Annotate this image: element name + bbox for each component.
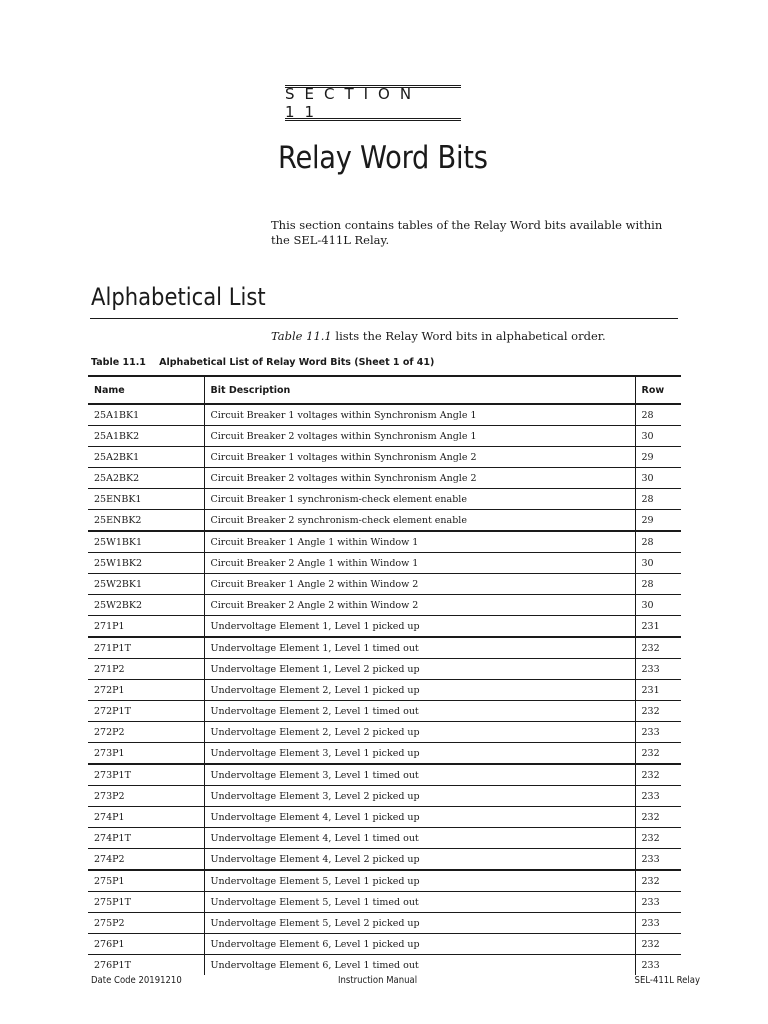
cell-row: 233	[635, 786, 681, 807]
cell-bit-description: Undervoltage Element 6, Level 1 picked up	[204, 934, 635, 955]
cell-name: 25W2BK2	[88, 595, 204, 616]
column-header-name: Name	[88, 376, 204, 404]
footer-product-name: SEL-411L Relay	[634, 975, 700, 986]
cell-bit-description: Undervoltage Element 6, Level 1 timed out	[204, 955, 635, 976]
table-row	[88, 574, 681, 595]
cell-row: 232	[635, 701, 681, 722]
cell-bit-description: Undervoltage Element 2, Level 1 picked up	[204, 680, 635, 701]
cell-row: 232	[635, 870, 681, 892]
cell-bit-description: Circuit Breaker 2 synchronism-check element enable	[204, 510, 635, 532]
cell-row: 28	[635, 531, 681, 553]
table-row	[88, 828, 681, 849]
table-row	[88, 404, 681, 426]
table-lead-text: lists the Relay Word bits in alphabetical order.	[331, 329, 606, 343]
cell-row: 29	[635, 510, 681, 532]
cell-name: 274P1	[88, 807, 204, 828]
table-row	[88, 807, 681, 828]
cell-row: 232	[635, 764, 681, 786]
cell-name: 271P1T	[88, 637, 204, 659]
cell-row: 231	[635, 616, 681, 638]
cell-bit-description: Circuit Breaker 1 Angle 2 within Window 2	[204, 574, 635, 595]
table-row	[88, 764, 681, 786]
table-caption: Table 11.1 Alphabetical List of Relay Word Bits (Sheet 1 of 41)	[91, 357, 435, 368]
cell-name: 276P1T	[94, 959, 131, 971]
cell-row: 233	[635, 849, 681, 871]
cell-name: 25ENBK2	[88, 510, 204, 532]
cell-name: 275P2	[88, 913, 204, 934]
cell-name: 276P1	[88, 934, 204, 955]
table-row	[88, 680, 681, 701]
cell-bit-description: Circuit Breaker 2 voltages within Synchronism Angle 1	[204, 426, 635, 447]
cell-bit-description: Undervoltage Element 4, Level 2 picked up	[204, 849, 635, 871]
cell-bit-description: Undervoltage Element 2, Level 1 timed out	[204, 701, 635, 722]
cell-name: 272P2	[88, 722, 204, 743]
cell-bit-description: Undervoltage Element 4, Level 1 timed out	[204, 828, 635, 849]
cell-bit-description: Undervoltage Element 3, Level 1 timed out	[204, 764, 635, 786]
table-row	[88, 849, 681, 871]
cell-name: 25A1BK1	[88, 404, 204, 426]
column-header-row: Row	[635, 376, 681, 404]
table-row	[88, 722, 681, 743]
cell-name: 275P1	[88, 870, 204, 892]
table-body	[88, 404, 681, 975]
cell-row: 233	[635, 892, 681, 913]
footer-date-code: Date Code 20191210	[91, 975, 182, 986]
cell-row: 232	[635, 934, 681, 955]
cell-name: 25A2BK2	[88, 468, 204, 489]
cell-bit-description: Undervoltage Element 2, Level 2 picked up	[204, 722, 635, 743]
table-lead-paragraph	[271, 329, 606, 343]
table-row	[88, 659, 681, 680]
intro-paragraph: This section contains tables of the Relay Word bits available within the SEL-411L Relay.	[271, 218, 663, 247]
cell-row: 28	[635, 489, 681, 510]
cell-row: 30	[635, 426, 681, 447]
cell-row: 232	[635, 807, 681, 828]
cell-name: 271P2	[88, 659, 204, 680]
table-row	[88, 468, 681, 489]
cell-name: 25W1BK2	[88, 553, 204, 574]
cell-bit-description: Undervoltage Element 5, Level 1 timed out	[204, 892, 635, 913]
cell-bit-description: Circuit Breaker 1 synchronism-check element enable	[204, 489, 635, 510]
cell-bit-description: Undervoltage Element 3, Level 2 picked up	[204, 786, 635, 807]
footer-manual-type: Instruction Manual	[338, 975, 418, 986]
cell-row: 233	[635, 955, 681, 976]
cell-name: 25A1BK2	[88, 426, 204, 447]
relay-word-bits-table	[88, 375, 681, 975]
table-row	[88, 913, 681, 934]
cell-name: 272P1T	[88, 701, 204, 722]
table-row	[88, 637, 681, 659]
table-row	[88, 616, 681, 638]
table-reference-link[interactable]: Table 11.1	[271, 329, 332, 343]
cell-row: 30	[635, 595, 681, 616]
cell-row: 231	[635, 680, 681, 701]
cell-row: 232	[635, 828, 681, 849]
table-row	[88, 595, 681, 616]
cell-name: 25A2BK1	[88, 447, 204, 468]
alphabetical-list-heading: Alphabetical List	[91, 283, 266, 311]
section-banner	[285, 85, 461, 121]
cell-name: 274P2	[88, 849, 204, 871]
cell-row: 233	[635, 722, 681, 743]
cell-bit-description: Undervoltage Element 3, Level 1 picked up	[204, 743, 635, 765]
cell-bit-description: Undervoltage Element 1, Level 1 picked up	[204, 616, 635, 638]
cell-bit-description: Circuit Breaker 1 voltages within Synchronism Angle 1	[204, 404, 635, 426]
cell-row: 30	[635, 468, 681, 489]
table-row	[88, 426, 681, 447]
table-header-row	[88, 376, 681, 404]
table-row	[88, 531, 681, 553]
page-title: Relay Word Bits	[278, 140, 488, 176]
cell-name: 272P1	[88, 680, 204, 701]
cell-bit-description: Undervoltage Element 5, Level 2 picked up	[204, 913, 635, 934]
cell-bit-description: Circuit Breaker 1 voltages within Synchronism Angle 2	[204, 447, 635, 468]
cell-name: 273P1T	[88, 764, 204, 786]
cell-row: 29	[635, 447, 681, 468]
table-row	[88, 892, 681, 913]
table-row	[88, 955, 681, 976]
cell-name: 273P2	[88, 786, 204, 807]
cell-bit-description: Undervoltage Element 4, Level 1 picked up	[204, 807, 635, 828]
cell-bit-description: Undervoltage Element 5, Level 1 picked up	[204, 870, 635, 892]
cell-name: 25W2BK1	[88, 574, 204, 595]
table-row	[88, 489, 681, 510]
cell-row: 233	[635, 913, 681, 934]
cell-bit-description: Circuit Breaker 2 Angle 1 within Window 1	[204, 553, 635, 574]
cell-name: 25ENBK1	[88, 489, 204, 510]
cell-name: 275P1T	[88, 892, 204, 913]
cell-row: 28	[635, 404, 681, 426]
table-row	[88, 786, 681, 807]
table-row	[88, 870, 681, 892]
cell-name: 274P1T	[88, 828, 204, 849]
cell-row: 30	[635, 553, 681, 574]
table-row	[88, 743, 681, 765]
table-row	[88, 701, 681, 722]
table-row	[88, 553, 681, 574]
cell-bit-description: Circuit Breaker 2 voltages within Synchronism Angle 2	[204, 468, 635, 489]
table-row	[88, 934, 681, 955]
cell-row: 232	[635, 743, 681, 765]
cell-bit-description: Circuit Breaker 1 Angle 1 within Window 1	[204, 531, 635, 553]
column-header-bit-description: Bit Description	[204, 376, 635, 404]
section-label: SECTION 11	[285, 85, 422, 121]
cell-row: 28	[635, 574, 681, 595]
table-row	[88, 510, 681, 532]
cell-name: 25W1BK1	[88, 531, 204, 553]
cell-name: 271P1	[88, 616, 204, 638]
heading-rule	[90, 318, 678, 319]
cell-bit-description: Circuit Breaker 2 Angle 2 within Window 2	[204, 595, 635, 616]
table-row	[88, 447, 681, 468]
cell-bit-description: Undervoltage Element 1, Level 2 picked up	[204, 659, 635, 680]
cell-row: 232	[635, 637, 681, 659]
cell-name: 273P1	[88, 743, 204, 765]
cell-row: 233	[635, 659, 681, 680]
cell-bit-description: Undervoltage Element 1, Level 1 timed out	[204, 637, 635, 659]
